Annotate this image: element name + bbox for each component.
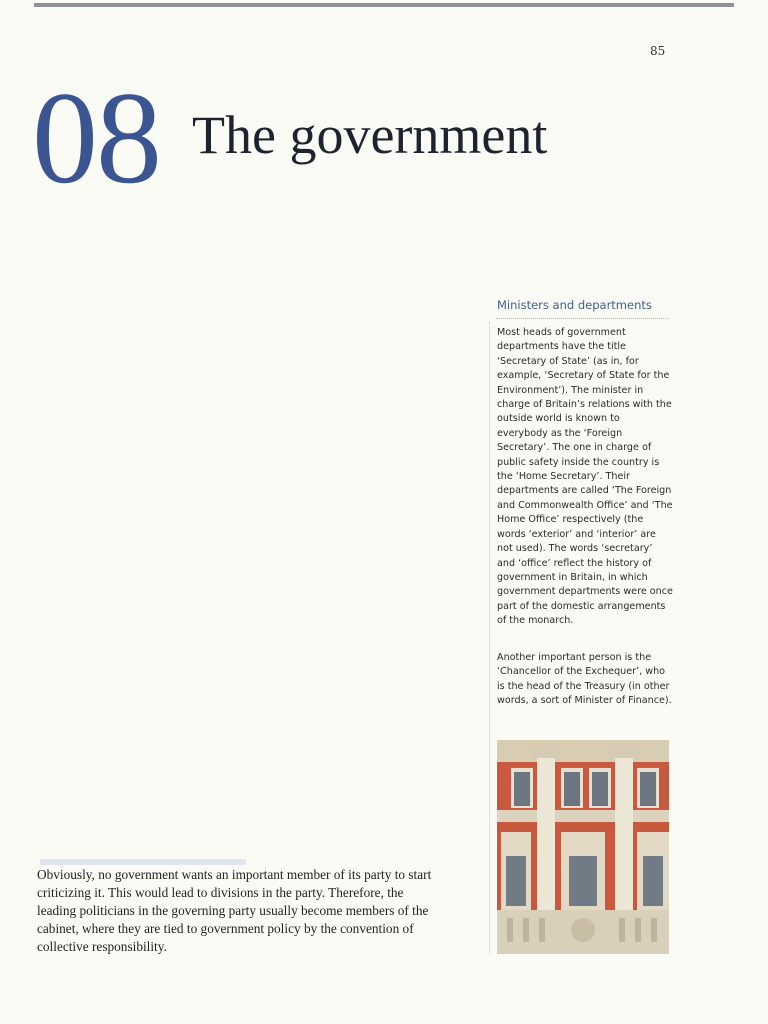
top-rule <box>34 3 734 7</box>
sidebar-heading: Ministers and departments <box>497 298 652 312</box>
main-paragraph: Obviously, no government wants an important member of its party to start criticizing it. This would lead to divisions in the party. Therefore, the leading politicians in the governing party usually become members of the cabinet, where they are tied to government policy by the convention of collective responsibility. <box>37 867 432 954</box>
page-number: 85 <box>650 44 666 58</box>
building-facade-photo <box>497 740 669 954</box>
chapter-number: 08 <box>32 64 160 211</box>
highlight-strip <box>40 859 246 865</box>
sidebar-paragraph-1: Most heads of government departments have the title ‘Secretary of State’ (as in, for example, ‘Secretary of State for the Environment’). The minister in charge of Britain’s relations with the outside world is known to everybody as the ‘Foreign Secretary’. The one in charge of public safety inside the country is the ‘Home Secretary’. Their departments are called ‘The Foreign and Commonwealth Office’ and ‘The Home Office’ respectively (the words ‘exterior’ and ‘interior’ are not used). The words ‘secretary’ and ‘office’ reflect the history of government in Britain, in which government departments were once part of the domestic arrangements of the monarch. <box>497 327 673 627</box>
sidebar-border <box>489 322 490 954</box>
chapter-title: The government <box>192 105 548 165</box>
sidebar-divider <box>496 318 668 319</box>
sidebar-paragraph-2: Another important person is the ‘Chancellor of the Exchequer’, who is the head of the Treasury (in other words, a sort of Minister of Finance). <box>497 652 672 707</box>
